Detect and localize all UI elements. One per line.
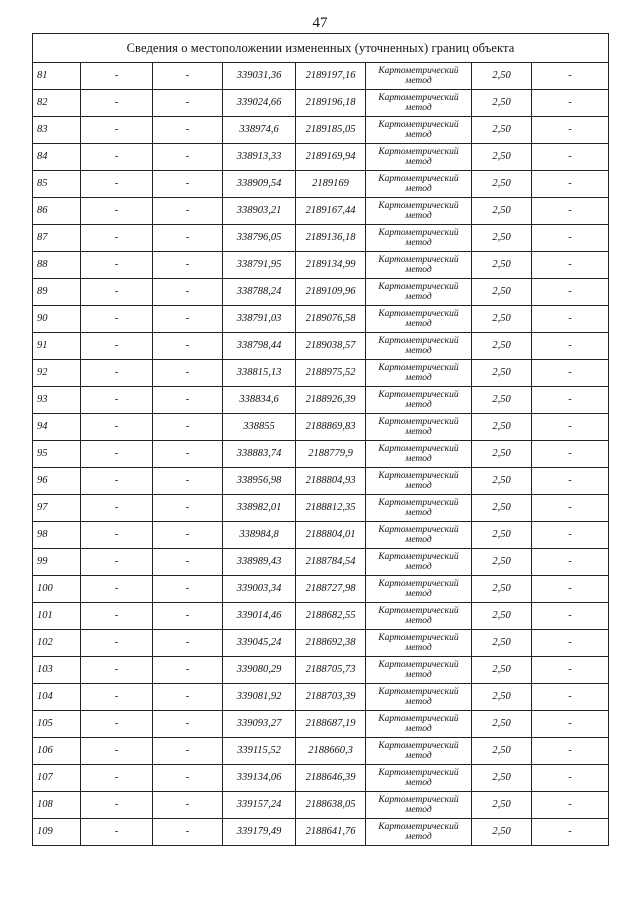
point-number-cell: 94 (33, 414, 81, 441)
empty-cell: - (81, 819, 153, 846)
point-number-cell: 102 (33, 630, 81, 657)
empty-cell: - (153, 630, 223, 657)
method-cell: Картометрический метод (366, 117, 472, 144)
method-cell: Картометрический метод (366, 468, 472, 495)
y-coordinate-cell: 2189109,96 (296, 279, 366, 306)
point-number-cell: 95 (33, 441, 81, 468)
y-coordinate-cell: 2188804,93 (296, 468, 366, 495)
y-coordinate-cell: 2189136,18 (296, 225, 366, 252)
table-row (33, 684, 609, 711)
accuracy-cell: 2,50 (472, 333, 532, 360)
method-cell: Картометрический метод (366, 522, 472, 549)
empty-cell: - (81, 711, 153, 738)
table-row (33, 819, 609, 846)
empty-cell: - (532, 468, 609, 495)
table-row (33, 630, 609, 657)
table-row (33, 765, 609, 792)
empty-cell: - (153, 333, 223, 360)
table-row (33, 279, 609, 306)
table-row (33, 387, 609, 414)
empty-cell: - (532, 495, 609, 522)
y-coordinate-cell: 2188804,01 (296, 522, 366, 549)
method-cell: Картометрический метод (366, 657, 472, 684)
method-cell: Картометрический метод (366, 279, 472, 306)
empty-cell: - (532, 684, 609, 711)
method-cell: Картометрический метод (366, 171, 472, 198)
empty-cell: - (532, 333, 609, 360)
method-cell: Картометрический метод (366, 252, 472, 279)
table-row (33, 90, 609, 117)
empty-cell: - (153, 414, 223, 441)
empty-cell: - (532, 360, 609, 387)
empty-cell: - (532, 576, 609, 603)
accuracy-cell: 2,50 (472, 495, 532, 522)
accuracy-cell: 2,50 (472, 630, 532, 657)
empty-cell: - (81, 198, 153, 225)
empty-cell: - (153, 792, 223, 819)
x-coordinate-cell: 339045,24 (223, 630, 296, 657)
empty-cell: - (532, 90, 609, 117)
x-coordinate-cell: 339080,29 (223, 657, 296, 684)
x-coordinate-cell: 338913,33 (223, 144, 296, 171)
empty-cell: - (532, 792, 609, 819)
y-coordinate-cell: 2188692,38 (296, 630, 366, 657)
x-coordinate-cell: 339081,92 (223, 684, 296, 711)
point-number-cell: 93 (33, 387, 81, 414)
empty-cell: - (532, 522, 609, 549)
empty-cell: - (81, 549, 153, 576)
x-coordinate-cell: 338974,6 (223, 117, 296, 144)
empty-cell: - (153, 90, 223, 117)
point-number-cell: 87 (33, 225, 81, 252)
point-number-cell: 104 (33, 684, 81, 711)
empty-cell: - (153, 711, 223, 738)
empty-cell: - (81, 603, 153, 630)
x-coordinate-cell: 338984,8 (223, 522, 296, 549)
empty-cell: - (532, 198, 609, 225)
method-cell: Картометрический метод (366, 441, 472, 468)
accuracy-cell: 2,50 (472, 279, 532, 306)
empty-cell: - (153, 171, 223, 198)
table-row (33, 414, 609, 441)
table-row (33, 549, 609, 576)
y-coordinate-cell: 2189169,94 (296, 144, 366, 171)
point-number-cell: 96 (33, 468, 81, 495)
method-cell: Картометрический метод (366, 576, 472, 603)
accuracy-cell: 2,50 (472, 144, 532, 171)
accuracy-cell: 2,50 (472, 414, 532, 441)
point-number-cell: 92 (33, 360, 81, 387)
point-number-cell: 98 (33, 522, 81, 549)
accuracy-cell: 2,50 (472, 306, 532, 333)
accuracy-cell: 2,50 (472, 63, 532, 90)
method-cell: Картометрический метод (366, 306, 472, 333)
method-cell: Картометрический метод (366, 63, 472, 90)
empty-cell: - (81, 576, 153, 603)
empty-cell: - (81, 117, 153, 144)
table-row (33, 657, 609, 684)
accuracy-cell: 2,50 (472, 576, 532, 603)
empty-cell: - (81, 252, 153, 279)
x-coordinate-cell: 338903,21 (223, 198, 296, 225)
x-coordinate-cell: 338834,6 (223, 387, 296, 414)
empty-cell: - (153, 360, 223, 387)
table-caption: Сведения о местоположении измененных (уточненных) границ объекта (33, 34, 609, 63)
empty-cell: - (532, 819, 609, 846)
accuracy-cell: 2,50 (472, 738, 532, 765)
table-row (33, 441, 609, 468)
x-coordinate-cell: 338909,54 (223, 171, 296, 198)
empty-cell: - (153, 738, 223, 765)
empty-cell: - (153, 684, 223, 711)
accuracy-cell: 2,50 (472, 603, 532, 630)
accuracy-cell: 2,50 (472, 198, 532, 225)
table-row (33, 603, 609, 630)
empty-cell: - (153, 144, 223, 171)
empty-cell: - (532, 117, 609, 144)
empty-cell: - (153, 306, 223, 333)
method-cell: Картометрический метод (366, 792, 472, 819)
x-coordinate-cell: 338791,03 (223, 306, 296, 333)
y-coordinate-cell: 2189134,99 (296, 252, 366, 279)
y-coordinate-cell: 2189196,18 (296, 90, 366, 117)
x-coordinate-cell: 338989,43 (223, 549, 296, 576)
accuracy-cell: 2,50 (472, 387, 532, 414)
empty-cell: - (81, 63, 153, 90)
point-number-cell: 107 (33, 765, 81, 792)
empty-cell: - (81, 738, 153, 765)
x-coordinate-cell: 339031,36 (223, 63, 296, 90)
x-coordinate-cell: 338982,01 (223, 495, 296, 522)
table-row (33, 252, 609, 279)
y-coordinate-cell: 2189197,16 (296, 63, 366, 90)
x-coordinate-cell: 338788,24 (223, 279, 296, 306)
empty-cell: - (81, 441, 153, 468)
accuracy-cell: 2,50 (472, 90, 532, 117)
table-row (33, 333, 609, 360)
y-coordinate-cell: 2188682,55 (296, 603, 366, 630)
method-cell: Картометрический метод (366, 414, 472, 441)
y-coordinate-cell: 2188869,83 (296, 414, 366, 441)
table-row (33, 225, 609, 252)
method-cell: Картометрический метод (366, 387, 472, 414)
y-coordinate-cell: 2189169 (296, 171, 366, 198)
empty-cell: - (81, 684, 153, 711)
method-cell: Картометрический метод (366, 225, 472, 252)
table-row (33, 738, 609, 765)
point-number-cell: 108 (33, 792, 81, 819)
accuracy-cell: 2,50 (472, 171, 532, 198)
table-row (33, 171, 609, 198)
accuracy-cell: 2,50 (472, 360, 532, 387)
empty-cell: - (81, 144, 153, 171)
table-row (33, 468, 609, 495)
empty-cell: - (532, 63, 609, 90)
empty-cell: - (81, 279, 153, 306)
empty-cell: - (81, 792, 153, 819)
y-coordinate-cell: 2188784,54 (296, 549, 366, 576)
empty-cell: - (81, 468, 153, 495)
point-number-cell: 86 (33, 198, 81, 225)
x-coordinate-cell: 339157,24 (223, 792, 296, 819)
empty-cell: - (153, 549, 223, 576)
accuracy-cell: 2,50 (472, 117, 532, 144)
method-cell: Картометрический метод (366, 549, 472, 576)
empty-cell: - (81, 387, 153, 414)
y-coordinate-cell: 2188703,39 (296, 684, 366, 711)
empty-cell: - (532, 144, 609, 171)
table-row (33, 576, 609, 603)
method-cell: Картометрический метод (366, 738, 472, 765)
method-cell: Картометрический метод (366, 711, 472, 738)
y-coordinate-cell: 2189167,44 (296, 198, 366, 225)
point-number-cell: 81 (33, 63, 81, 90)
x-coordinate-cell: 338855 (223, 414, 296, 441)
empty-cell: - (153, 252, 223, 279)
table-caption-row (33, 34, 609, 63)
page-number: 47 (312, 15, 328, 31)
accuracy-cell: 2,50 (472, 765, 532, 792)
point-number-cell: 83 (33, 117, 81, 144)
empty-cell: - (81, 414, 153, 441)
empty-cell: - (532, 252, 609, 279)
table-row (33, 360, 609, 387)
x-coordinate-cell: 339003,34 (223, 576, 296, 603)
table-row (33, 522, 609, 549)
empty-cell: - (532, 279, 609, 306)
method-cell: Картометрический метод (366, 684, 472, 711)
accuracy-cell: 2,50 (472, 225, 532, 252)
y-coordinate-cell: 2189076,58 (296, 306, 366, 333)
empty-cell: - (532, 549, 609, 576)
accuracy-cell: 2,50 (472, 819, 532, 846)
point-number-cell: 91 (33, 333, 81, 360)
table-row (33, 117, 609, 144)
empty-cell: - (532, 306, 609, 333)
empty-cell: - (532, 225, 609, 252)
point-number-cell: 82 (33, 90, 81, 117)
point-number-cell: 84 (33, 144, 81, 171)
table-row (33, 711, 609, 738)
empty-cell: - (81, 333, 153, 360)
point-number-cell: 97 (33, 495, 81, 522)
method-cell: Картометрический метод (366, 630, 472, 657)
table-row (33, 792, 609, 819)
y-coordinate-cell: 2188812,35 (296, 495, 366, 522)
empty-cell: - (532, 414, 609, 441)
empty-cell: - (81, 171, 153, 198)
empty-cell: - (153, 225, 223, 252)
table-row (33, 144, 609, 171)
accuracy-cell: 2,50 (472, 441, 532, 468)
x-coordinate-cell: 338956,98 (223, 468, 296, 495)
point-number-cell: 106 (33, 738, 81, 765)
method-cell: Картометрический метод (366, 495, 472, 522)
x-coordinate-cell: 338815,13 (223, 360, 296, 387)
empty-cell: - (532, 765, 609, 792)
empty-cell: - (153, 603, 223, 630)
empty-cell: - (532, 441, 609, 468)
empty-cell: - (153, 522, 223, 549)
point-number-cell: 90 (33, 306, 81, 333)
method-cell: Картометрический метод (366, 765, 472, 792)
accuracy-cell: 2,50 (472, 252, 532, 279)
method-cell: Картометрический метод (366, 360, 472, 387)
empty-cell: - (81, 657, 153, 684)
accuracy-cell: 2,50 (472, 657, 532, 684)
empty-cell: - (532, 171, 609, 198)
x-coordinate-cell: 339115,52 (223, 738, 296, 765)
method-cell: Картометрический метод (366, 198, 472, 225)
x-coordinate-cell: 338791,95 (223, 252, 296, 279)
method-cell: Картометрический метод (366, 819, 472, 846)
empty-cell: - (81, 306, 153, 333)
boundary-coordinates-table (32, 33, 609, 846)
empty-cell: - (153, 819, 223, 846)
y-coordinate-cell: 2188660,3 (296, 738, 366, 765)
accuracy-cell: 2,50 (472, 468, 532, 495)
point-number-cell: 101 (33, 603, 81, 630)
y-coordinate-cell: 2188646,39 (296, 765, 366, 792)
empty-cell: - (153, 63, 223, 90)
point-number-cell: 105 (33, 711, 81, 738)
y-coordinate-cell: 2188727,98 (296, 576, 366, 603)
x-coordinate-cell: 338798,44 (223, 333, 296, 360)
x-coordinate-cell: 339024,66 (223, 90, 296, 117)
y-coordinate-cell: 2188638,05 (296, 792, 366, 819)
x-coordinate-cell: 339179,49 (223, 819, 296, 846)
empty-cell: - (153, 441, 223, 468)
y-coordinate-cell: 2188975,52 (296, 360, 366, 387)
empty-cell: - (153, 657, 223, 684)
accuracy-cell: 2,50 (472, 522, 532, 549)
empty-cell: - (532, 711, 609, 738)
table-row (33, 306, 609, 333)
y-coordinate-cell: 2189185,05 (296, 117, 366, 144)
point-number-cell: 99 (33, 549, 81, 576)
table-row (33, 63, 609, 90)
y-coordinate-cell: 2188779,9 (296, 441, 366, 468)
y-coordinate-cell: 2188705,73 (296, 657, 366, 684)
point-number-cell: 100 (33, 576, 81, 603)
empty-cell: - (81, 225, 153, 252)
empty-cell: - (153, 198, 223, 225)
point-number-cell: 88 (33, 252, 81, 279)
point-number-cell: 89 (33, 279, 81, 306)
empty-cell: - (153, 576, 223, 603)
method-cell: Картометрический метод (366, 333, 472, 360)
empty-cell: - (532, 738, 609, 765)
empty-cell: - (81, 522, 153, 549)
accuracy-cell: 2,50 (472, 792, 532, 819)
accuracy-cell: 2,50 (472, 684, 532, 711)
empty-cell: - (153, 387, 223, 414)
empty-cell: - (81, 360, 153, 387)
empty-cell: - (81, 630, 153, 657)
empty-cell: - (153, 468, 223, 495)
point-number-cell: 109 (33, 819, 81, 846)
empty-cell: - (81, 90, 153, 117)
y-coordinate-cell: 2188641,76 (296, 819, 366, 846)
method-cell: Картометрический метод (366, 144, 472, 171)
table-row (33, 495, 609, 522)
accuracy-cell: 2,50 (472, 711, 532, 738)
empty-cell: - (81, 765, 153, 792)
empty-cell: - (532, 657, 609, 684)
empty-cell: - (81, 495, 153, 522)
table-row (33, 198, 609, 225)
accuracy-cell: 2,50 (472, 549, 532, 576)
method-cell: Картометрический метод (366, 90, 472, 117)
x-coordinate-cell: 338883,74 (223, 441, 296, 468)
empty-cell: - (532, 603, 609, 630)
empty-cell: - (532, 387, 609, 414)
empty-cell: - (153, 765, 223, 792)
x-coordinate-cell: 339093,27 (223, 711, 296, 738)
method-cell: Картометрический метод (366, 603, 472, 630)
empty-cell: - (153, 117, 223, 144)
x-coordinate-cell: 338796,05 (223, 225, 296, 252)
x-coordinate-cell: 339014,46 (223, 603, 296, 630)
point-number-cell: 85 (33, 171, 81, 198)
x-coordinate-cell: 339134,06 (223, 765, 296, 792)
y-coordinate-cell: 2188687,19 (296, 711, 366, 738)
empty-cell: - (153, 495, 223, 522)
y-coordinate-cell: 2188926,39 (296, 387, 366, 414)
point-number-cell: 103 (33, 657, 81, 684)
empty-cell: - (532, 630, 609, 657)
empty-cell: - (153, 279, 223, 306)
y-coordinate-cell: 2189038,57 (296, 333, 366, 360)
